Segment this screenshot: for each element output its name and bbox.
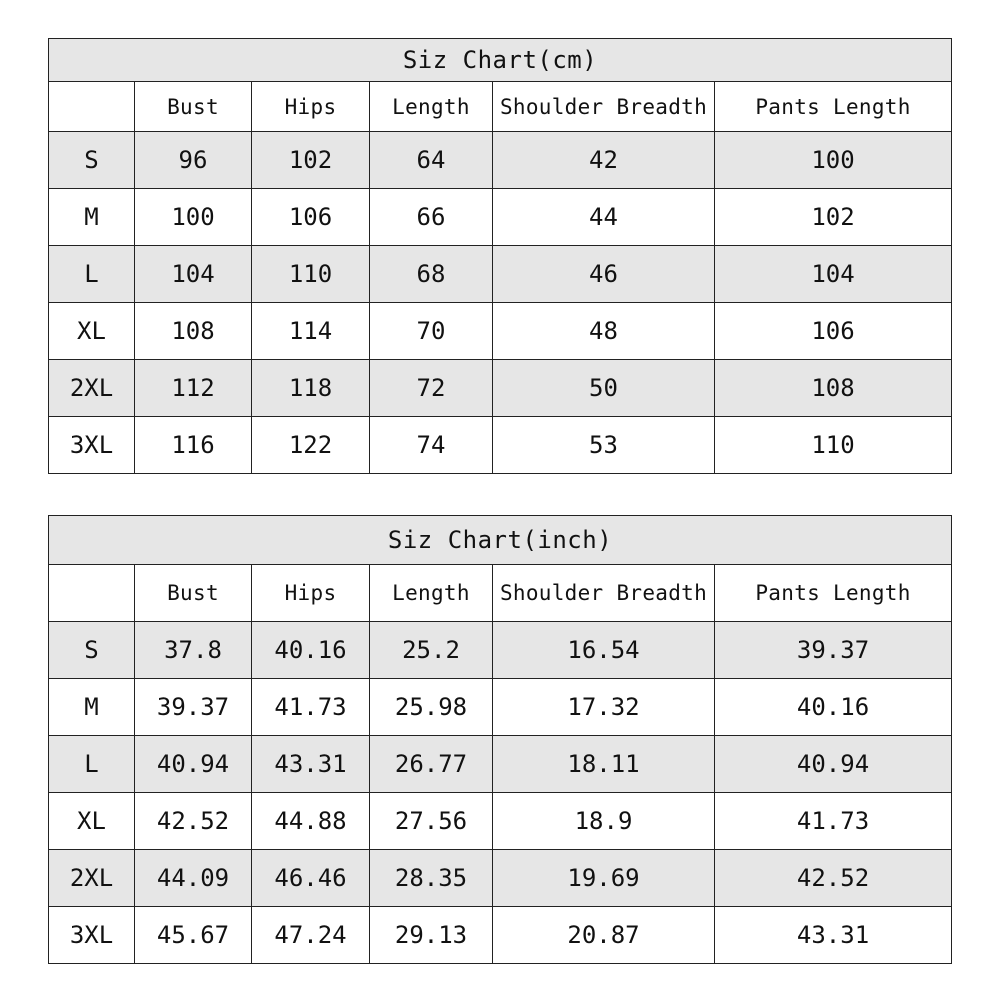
- hips-cell: 102: [252, 132, 370, 189]
- bust-cell: 39.37: [135, 679, 252, 736]
- length-cell: 68: [370, 246, 493, 303]
- length-cell: 72: [370, 360, 493, 417]
- cm-header-bust: Bust: [135, 82, 252, 132]
- size-chart-cm-table: [48, 38, 952, 474]
- hips-cell: 46.46: [252, 850, 370, 907]
- table-row: [49, 907, 952, 964]
- bust-cell: 112: [135, 360, 252, 417]
- cm-header-shoulder-breadth: Shoulder Breadth: [493, 82, 715, 132]
- inch-header-row: [49, 565, 952, 622]
- size-cell: XL: [49, 303, 135, 360]
- table-row: [49, 189, 952, 246]
- inch-title-row: [49, 516, 952, 565]
- length-cell: 27.56: [370, 793, 493, 850]
- cm-header-hips: Hips: [252, 82, 370, 132]
- hips-cell: 110: [252, 246, 370, 303]
- shoulder-breadth-cell: 19.69: [493, 850, 715, 907]
- pants-length-cell: 41.73: [715, 793, 952, 850]
- bust-cell: 108: [135, 303, 252, 360]
- hips-cell: 44.88: [252, 793, 370, 850]
- hips-cell: 40.16: [252, 622, 370, 679]
- table-row: [49, 246, 952, 303]
- bust-cell: 116: [135, 417, 252, 474]
- shoulder-breadth-cell: 20.87: [493, 907, 715, 964]
- hips-cell: 118: [252, 360, 370, 417]
- hips-cell: 43.31: [252, 736, 370, 793]
- length-cell: 74: [370, 417, 493, 474]
- length-cell: 29.13: [370, 907, 493, 964]
- pants-length-cell: 40.16: [715, 679, 952, 736]
- size-cell: 3XL: [49, 417, 135, 474]
- shoulder-breadth-cell: 48: [493, 303, 715, 360]
- shoulder-breadth-cell: 42: [493, 132, 715, 189]
- table-row: [49, 793, 952, 850]
- hips-cell: 41.73: [252, 679, 370, 736]
- length-cell: 26.77: [370, 736, 493, 793]
- bust-cell: 104: [135, 246, 252, 303]
- inch-header-shoulder-breadth: Shoulder Breadth: [493, 565, 715, 622]
- pants-length-cell: 43.31: [715, 907, 952, 964]
- shoulder-breadth-cell: 17.32: [493, 679, 715, 736]
- shoulder-breadth-cell: 18.9: [493, 793, 715, 850]
- shoulder-breadth-cell: 44: [493, 189, 715, 246]
- length-cell: 66: [370, 189, 493, 246]
- bust-cell: 40.94: [135, 736, 252, 793]
- size-cell: M: [49, 189, 135, 246]
- pants-length-cell: 108: [715, 360, 952, 417]
- bust-cell: 42.52: [135, 793, 252, 850]
- length-cell: 25.98: [370, 679, 493, 736]
- inch-header-size: [49, 565, 135, 622]
- pants-length-cell: 100: [715, 132, 952, 189]
- cm-header-size: [49, 82, 135, 132]
- bust-cell: 44.09: [135, 850, 252, 907]
- pants-length-cell: 40.94: [715, 736, 952, 793]
- pants-length-cell: 39.37: [715, 622, 952, 679]
- pants-length-cell: 110: [715, 417, 952, 474]
- bust-cell: 100: [135, 189, 252, 246]
- table-row: [49, 417, 952, 474]
- inch-header-length: Length: [370, 565, 493, 622]
- length-cell: 64: [370, 132, 493, 189]
- bust-cell: 37.8: [135, 622, 252, 679]
- shoulder-breadth-cell: 16.54: [493, 622, 715, 679]
- size-cell: L: [49, 246, 135, 303]
- size-cell: 3XL: [49, 907, 135, 964]
- shoulder-breadth-cell: 50: [493, 360, 715, 417]
- hips-cell: 47.24: [252, 907, 370, 964]
- cm-title-row: [49, 39, 952, 82]
- size-cell: S: [49, 622, 135, 679]
- inch-header-pants-length: Pants Length: [715, 565, 952, 622]
- table-row: [49, 736, 952, 793]
- size-cell: 2XL: [49, 850, 135, 907]
- shoulder-breadth-cell: 53: [493, 417, 715, 474]
- pants-length-cell: 42.52: [715, 850, 952, 907]
- length-cell: 70: [370, 303, 493, 360]
- cm-header-length: Length: [370, 82, 493, 132]
- size-chart-inch-table: [48, 515, 952, 964]
- table-row: [49, 622, 952, 679]
- table-row: [49, 850, 952, 907]
- size-cell: M: [49, 679, 135, 736]
- size-cell: 2XL: [49, 360, 135, 417]
- hips-cell: 106: [252, 189, 370, 246]
- table-row: [49, 303, 952, 360]
- length-cell: 28.35: [370, 850, 493, 907]
- bust-cell: 96: [135, 132, 252, 189]
- inch-table-title: Siz Chart(inch): [49, 516, 952, 565]
- inch-header-bust: Bust: [135, 565, 252, 622]
- cm-table-title: Siz Chart(cm): [49, 39, 952, 82]
- table-row: [49, 132, 952, 189]
- size-cell: L: [49, 736, 135, 793]
- pants-length-cell: 106: [715, 303, 952, 360]
- length-cell: 25.2: [370, 622, 493, 679]
- size-cell: S: [49, 132, 135, 189]
- hips-cell: 114: [252, 303, 370, 360]
- cm-header-row: [49, 82, 952, 132]
- size-cell: XL: [49, 793, 135, 850]
- shoulder-breadth-cell: 18.11: [493, 736, 715, 793]
- shoulder-breadth-cell: 46: [493, 246, 715, 303]
- table-row: [49, 360, 952, 417]
- bust-cell: 45.67: [135, 907, 252, 964]
- inch-header-hips: Hips: [252, 565, 370, 622]
- cm-header-pants-length: Pants Length: [715, 82, 952, 132]
- pants-length-cell: 102: [715, 189, 952, 246]
- table-row: [49, 679, 952, 736]
- hips-cell: 122: [252, 417, 370, 474]
- pants-length-cell: 104: [715, 246, 952, 303]
